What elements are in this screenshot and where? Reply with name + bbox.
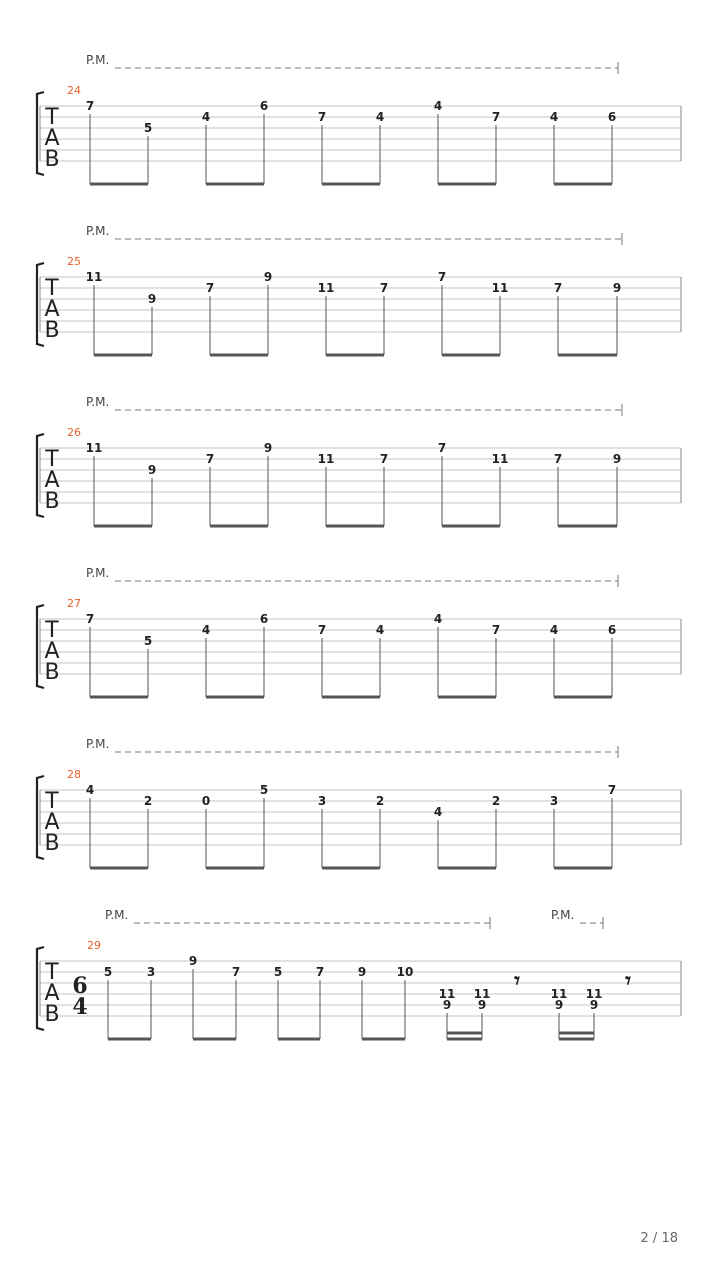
palm-mute-label: P.M. (86, 224, 110, 238)
fret-number: 9 (263, 270, 273, 284)
fret-number: 9 (263, 441, 273, 455)
fret-number: 5 (143, 634, 153, 648)
fret-number: 2 (143, 794, 153, 808)
tab-clef-letter: A (44, 981, 60, 1006)
tab-clef-letter: B (44, 660, 60, 685)
fret-number: 11 (550, 987, 568, 1001)
tab-clef-letter: A (44, 639, 60, 664)
fret-number: 7 (379, 281, 389, 295)
fret-number: 7 (231, 965, 241, 979)
tab-clef-letter: B (44, 1002, 60, 1027)
palm-mute-label: P.M. (86, 395, 110, 409)
fret-number: 7 (85, 99, 95, 113)
fret-number: 9 (188, 954, 198, 968)
palm-mute-label: P.M. (86, 53, 110, 67)
fret-number: 7 (205, 452, 215, 466)
fret-number: 7 (553, 452, 563, 466)
fret-number: 2 (375, 794, 385, 808)
fret-number: 4 (433, 805, 443, 819)
fret-number: 7 (607, 783, 617, 797)
measure-number: 29 (87, 939, 101, 952)
tab-clef-letter: B (44, 831, 60, 856)
time-signature-bottom: 4 (72, 994, 88, 1020)
tab-clef-letter: T (45, 276, 59, 301)
fret-number: 10 (396, 965, 414, 979)
tab-clef-letter: T (45, 447, 59, 472)
fret-number: 5 (143, 121, 153, 135)
fret-number: 7 (491, 623, 501, 637)
tab-clef-letter: B (44, 147, 60, 172)
fret-number: 6 (259, 99, 269, 113)
fret-number: 11 (85, 441, 103, 455)
fret-number: 9 (477, 998, 487, 1012)
measure-number: 27 (67, 597, 81, 610)
fret-number: 7 (437, 441, 447, 455)
fret-number: 5 (103, 965, 113, 979)
tab-clef-letter: A (44, 297, 60, 322)
tab-clef-letter: T (45, 789, 59, 814)
fret-number: 6 (607, 623, 617, 637)
fret-number: 3 (146, 965, 156, 979)
fret-number: 4 (433, 612, 443, 626)
fret-number: 7 (379, 452, 389, 466)
fret-number: 11 (317, 281, 335, 295)
fret-number: 4 (549, 623, 559, 637)
fret-number: 4 (375, 110, 385, 124)
measure-number: 26 (67, 426, 81, 439)
fret-number: 7 (437, 270, 447, 284)
fret-number: 11 (438, 987, 456, 1001)
fret-number: 7 (553, 281, 563, 295)
tab-clef-letter: B (44, 489, 60, 514)
fret-number: 3 (317, 794, 327, 808)
fret-number: 11 (85, 270, 103, 284)
fret-number: 3 (549, 794, 559, 808)
fret-number: 4 (85, 783, 95, 797)
tab-clef-letter: A (44, 810, 60, 835)
tab-clef-letter: T (45, 618, 59, 643)
palm-mute-label: P.M. (551, 908, 575, 922)
fret-number: 11 (491, 452, 509, 466)
fret-number: 7 (317, 110, 327, 124)
fret-number: 4 (549, 110, 559, 124)
tab-clef-letter: B (44, 318, 60, 343)
tab-clef-letter: T (45, 960, 59, 985)
fret-number: 9 (442, 998, 452, 1012)
fret-number: 11 (473, 987, 491, 1001)
fret-number: 7 (85, 612, 95, 626)
fret-number: 4 (433, 99, 443, 113)
fret-number: 7 (315, 965, 325, 979)
tab-clef-letter: A (44, 126, 60, 151)
fret-number: 0 (201, 794, 211, 808)
fret-number: 9 (554, 998, 564, 1012)
fret-number: 2 (491, 794, 501, 808)
fret-number: 9 (357, 965, 367, 979)
eighth-rest: 𝄾 (514, 968, 520, 994)
fret-number: 5 (259, 783, 269, 797)
eighth-rest: 𝄾 (625, 968, 631, 994)
fret-number: 11 (491, 281, 509, 295)
measure-number: 24 (67, 84, 81, 97)
fret-number: 4 (201, 623, 211, 637)
fret-number: 7 (317, 623, 327, 637)
palm-mute-label: P.M. (86, 737, 110, 751)
palm-mute-label: P.M. (105, 908, 129, 922)
measure-number: 28 (67, 768, 81, 781)
time-signature-top: 6 (72, 973, 88, 999)
fret-number: 5 (273, 965, 283, 979)
tab-clef-letter: T (45, 105, 59, 130)
fret-number: 9 (147, 292, 157, 306)
fret-number: 9 (589, 998, 599, 1012)
fret-number: 7 (205, 281, 215, 295)
fret-number: 11 (585, 987, 603, 1001)
tab-clef-letter: A (44, 468, 60, 493)
fret-number: 4 (375, 623, 385, 637)
measure-number: 25 (67, 255, 81, 268)
fret-number: 7 (491, 110, 501, 124)
fret-number: 9 (147, 463, 157, 477)
fret-number: 9 (612, 452, 622, 466)
fret-number: 6 (259, 612, 269, 626)
fret-number: 11 (317, 452, 335, 466)
palm-mute-label: P.M. (86, 566, 110, 580)
fret-number: 4 (201, 110, 211, 124)
page-number: 2 / 18 (640, 1231, 678, 1246)
fret-number: 6 (607, 110, 617, 124)
fret-number: 9 (612, 281, 622, 295)
